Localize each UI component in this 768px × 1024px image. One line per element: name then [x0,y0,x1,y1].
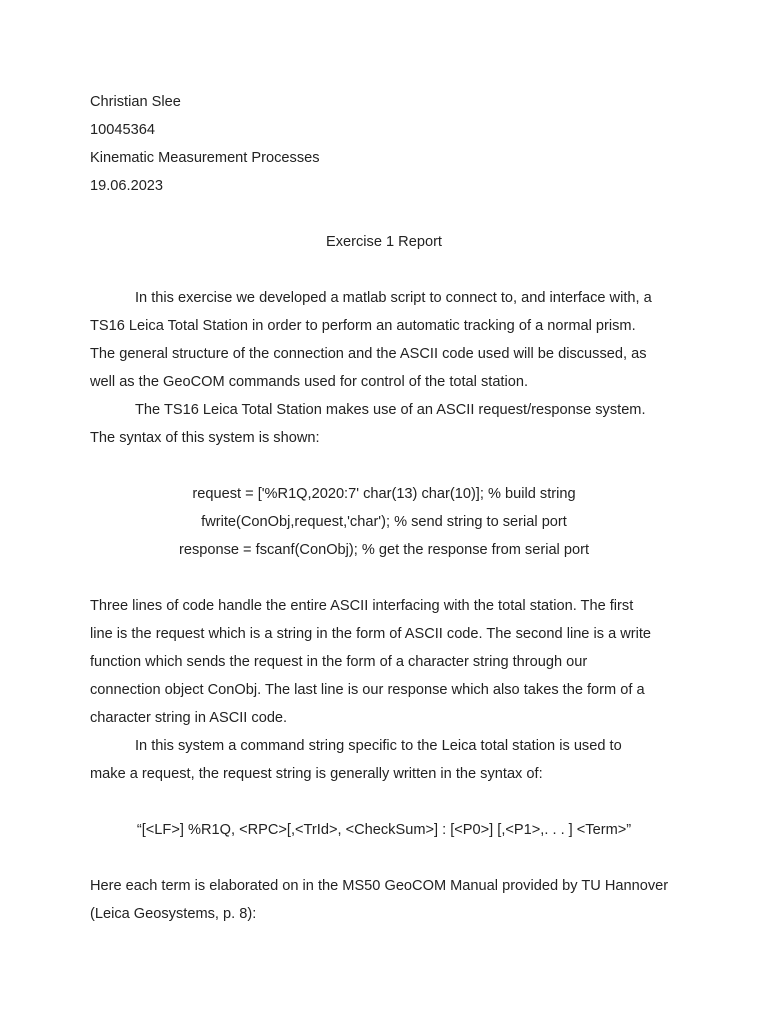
paragraph-5-line: Here each term is elaborated on in the MS50 GeoCOM Manual provided by TU Hannover [90,878,669,894]
paragraph-1-line: TS16 Leica Total Station in order to perform an automatic tracking of a normal prism. [90,318,636,334]
paragraph-3-line: line is the request which is a string in the form of ASCII code. The second line is a write [90,626,652,642]
author-name: Christian Slee [90,94,181,110]
date: 19.06.2023 [90,178,164,194]
paragraph-3-line: Three lines of code handle the entire ASCII interfacing with the total station. The first [90,598,634,614]
report-title: Exercise 1 Report [326,234,442,250]
paragraph-4-line: make a request, the request string is generally written in the syntax of: [90,766,543,782]
request-syntax: “[<LF>] %R1Q, <RPC>[,<TrId>, <CheckSum>] : [<P0>] [,<P1>,. . . ] <Term>” [136,822,632,838]
paragraph-2-line: The TS16 Leica Total Station makes use of an ASCII request/response system. [135,402,646,418]
paragraph-1-line: The general structure of the connection and the ASCII code used will be discussed, as [90,346,647,362]
paragraph-3-line: connection object ConObj. The last line is our response which also takes the form of a [90,682,645,698]
paragraph-3-line: character string in ASCII code. [90,710,288,726]
code-line: fwrite(ConObj,request,'char'); % send string to serial port [201,514,567,530]
paragraph-5-line: (Leica Geosystems, p. 8): [90,906,257,922]
student-id: 10045364 [90,122,155,138]
paragraph-2-line: The syntax of this system is shown: [90,430,320,446]
code-line: response = fscanf(ConObj); % get the response from serial port [178,542,590,558]
paragraph-1-line: In this exercise we developed a matlab script to connect to, and interface with, a [135,290,652,306]
paragraph-1-line: well as the GeoCOM commands used for control of the total station. [90,374,529,390]
course-name: Kinematic Measurement Processes [90,150,320,166]
code-line: request = ['%R1Q,2020:7' char(13) char(10)]; % build string [192,486,576,502]
paragraph-3-line: function which sends the request in the form of a character string through our [90,654,588,670]
paragraph-4-line: In this system a command string specific to the Leica total station is used to [135,738,622,754]
